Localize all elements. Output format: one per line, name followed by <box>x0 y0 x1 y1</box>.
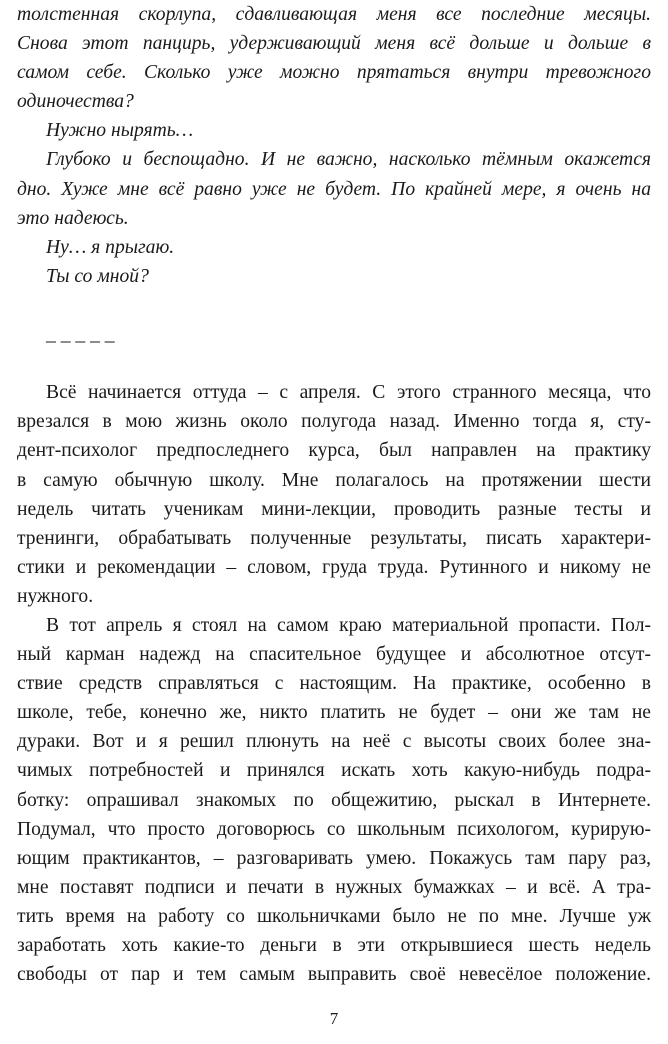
text-line: ный карман надежд на спасительное будущее и абсолютное отсут- <box>17 644 651 666</box>
main-text-block <box>17 378 651 989</box>
text-line: одиночества? <box>17 91 134 113</box>
spacer <box>17 349 651 378</box>
text-line: В тот апрель я стоял на самом краю материальной пропасти. Пол- <box>46 614 651 636</box>
text-line: самом себе. Сколько уже можно прятаться внутри тревожного <box>17 62 651 84</box>
text-line: стики и рекомендации – словом, груда труда. Рутинного и никому не <box>17 556 651 578</box>
text-line: тренинги, обрабатывать полученные результаты, писать характери- <box>17 527 651 549</box>
text-line: недель читать ученикам мини-лекции, проводить разные тесты и <box>17 498 651 520</box>
italic-intro-block <box>17 0 651 291</box>
page-number: 7 <box>329 1009 339 1028</box>
book-page <box>17 0 651 989</box>
text-line: ющим практикантов, – разговаривать умею. Покажусь там пару раз, <box>17 847 651 869</box>
text-line: нужного. <box>17 585 94 607</box>
text-line: дент-психолог предпоследнего курса, был направлен на практику <box>17 440 651 462</box>
text-line: заработать хоть какие-то деньги в эти открывшиеся шесть недель <box>17 935 651 956</box>
text-line: это надеюсь. <box>17 207 129 229</box>
text-line: Снова этот панцирь, удерживающий меня всё дольше и дольше в <box>17 33 651 55</box>
text-line: ствие средств справляться с настоящим. На практике, особенно в <box>17 673 651 695</box>
text-line: дураки. Вот и я решил плюнуть на неё с высоты своих более зна- <box>17 731 651 753</box>
text-line: дно. Хуже мне всё равно уже не будет. По крайней мере, я очень на <box>17 178 651 200</box>
text-line: Подумал, что просто договорюсь со школьным психологом, курирую- <box>17 818 651 840</box>
text-line: тить время на работу со школьничками было не по мне. Лучше уж <box>17 905 651 927</box>
text-line: школе, тебе, конечно же, никто платить не будет – они же там не <box>17 702 651 724</box>
text-line: мне поставят подписи и печати в нужных бумажках – и всё. А тра- <box>17 876 651 898</box>
section-separator: _ _ _ _ _ <box>46 324 115 346</box>
text-line: в самую обычную школу. Мне полагалось на протяжении шести <box>17 469 651 491</box>
text-line: Ты со мной? <box>46 265 149 287</box>
text-line: Ну… я прыгаю. <box>46 236 175 258</box>
spacer <box>17 291 651 320</box>
text-line: Глубоко и беспощадно. И не важно, насколько тёмным окажется <box>46 149 651 171</box>
text-line: свободы от пар и тем самым выправить своё невесёлое положение. <box>17 964 651 986</box>
text-line: чимых потребностей и принялся искать хоть какую-нибудь подра- <box>17 760 651 782</box>
text-line: толстенная скорлупа, сдавливающая меня все последние месяцы. <box>17 4 651 25</box>
text-line: Нужно нырять… <box>46 120 194 142</box>
text-line: врезался в мою жизнь около полугода назад. Именно тогда я, сту- <box>17 411 651 433</box>
text-line: ботку: опрашивал знакомых по общежитию, рыскал в Интернете. <box>17 789 651 811</box>
text-line: Всё начинается оттуда – с апреля. С этого странного месяца, что <box>46 382 651 404</box>
